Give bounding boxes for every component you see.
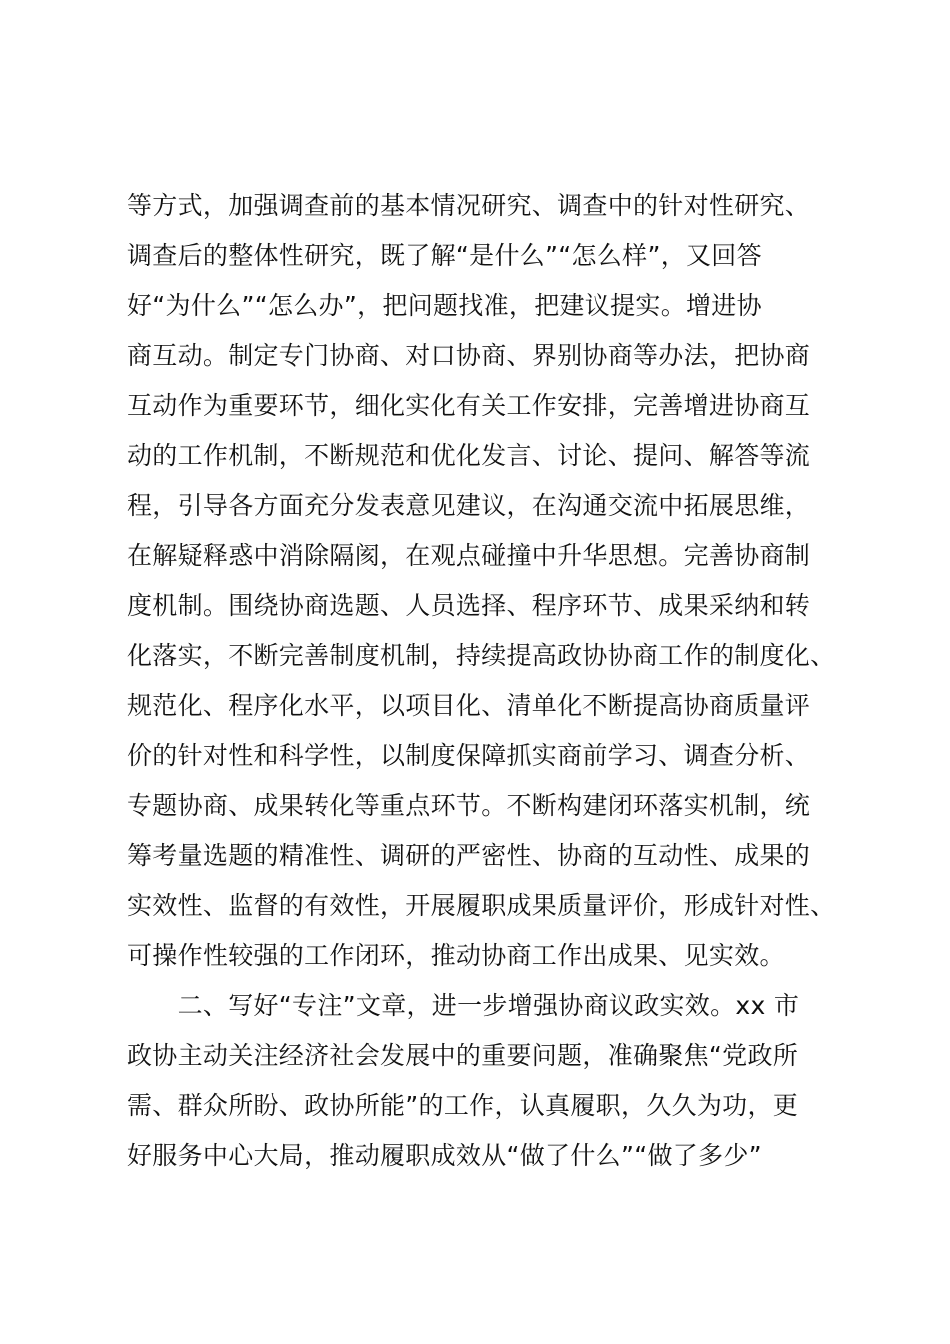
text-line: 度机制。围绕协商选题、人员选择、程序环节、成果采纳和转 [127,591,811,620]
body-text [127,181,847,1181]
paragraph-1 [127,181,847,981]
text-line: 专题协商、成果转化等重点环节。不断构建闭环落实机制，统 [127,791,811,820]
text-line: 调查后的整体性研究，既了解“是什么”“怎么样”，又回答 [127,241,762,270]
text-line: 二、写好“专注”文章，进一步增强协商议政实效。xx 市 [127,991,800,1020]
text-line: 好服务中心大局，推动履职成效从“做了什么”“做了多少” [127,1141,762,1170]
text-line: 好“为什么”“怎么办”，把问题找准，把建议提实。增进协 [127,291,762,320]
text-line: 实效性、监督的有效性，开展履职成果质量评价，形成针对性、 [127,891,836,920]
text-line: 价的针对性和科学性，以制度保障抓实商前学习、调查分析、 [127,741,811,770]
text-line: 互动作为重要环节，细化实化有关工作安排，完善增进协商互 [127,391,811,420]
text-line: 动的工作机制，不断规范和优化发言、讨论、提问、解答等流 [127,441,811,470]
text-line: 化落实，不断完善制度机制，持续提高政协协商工作的制度化、 [127,641,836,670]
paragraph-2 [127,981,847,1181]
text-line: 可操作性较强的工作闭环，推动协商工作出成果、见实效。 [127,941,785,970]
text-line: 政协主动关注经济社会发展中的重要问题，准确聚焦“党政所 [127,1041,799,1070]
text-line: 需、群众所盼、政协所能”的工作，认真履职，久久为功，更 [127,1091,799,1120]
text-line: 在解疑释惑中消除隔阂，在观点碰撞中升华思想。完善协商制 [127,541,811,570]
text-line: 等方式，加强调查前的基本情况研究、调查中的针对性研究、 [127,191,811,220]
text-line: 商互动。制定专门协商、对口协商、界别协商等办法，把协商 [127,341,811,370]
text-line: 筹考量选题的精准性、调研的严密性、协商的互动性、成果的 [127,841,811,870]
text-line: 程，引导各方面充分发表意见建议，在沟通交流中拓展思维， [127,491,811,520]
text-line: 规范化、程序化水平，以项目化、清单化不断提高协商质量评 [127,691,811,720]
